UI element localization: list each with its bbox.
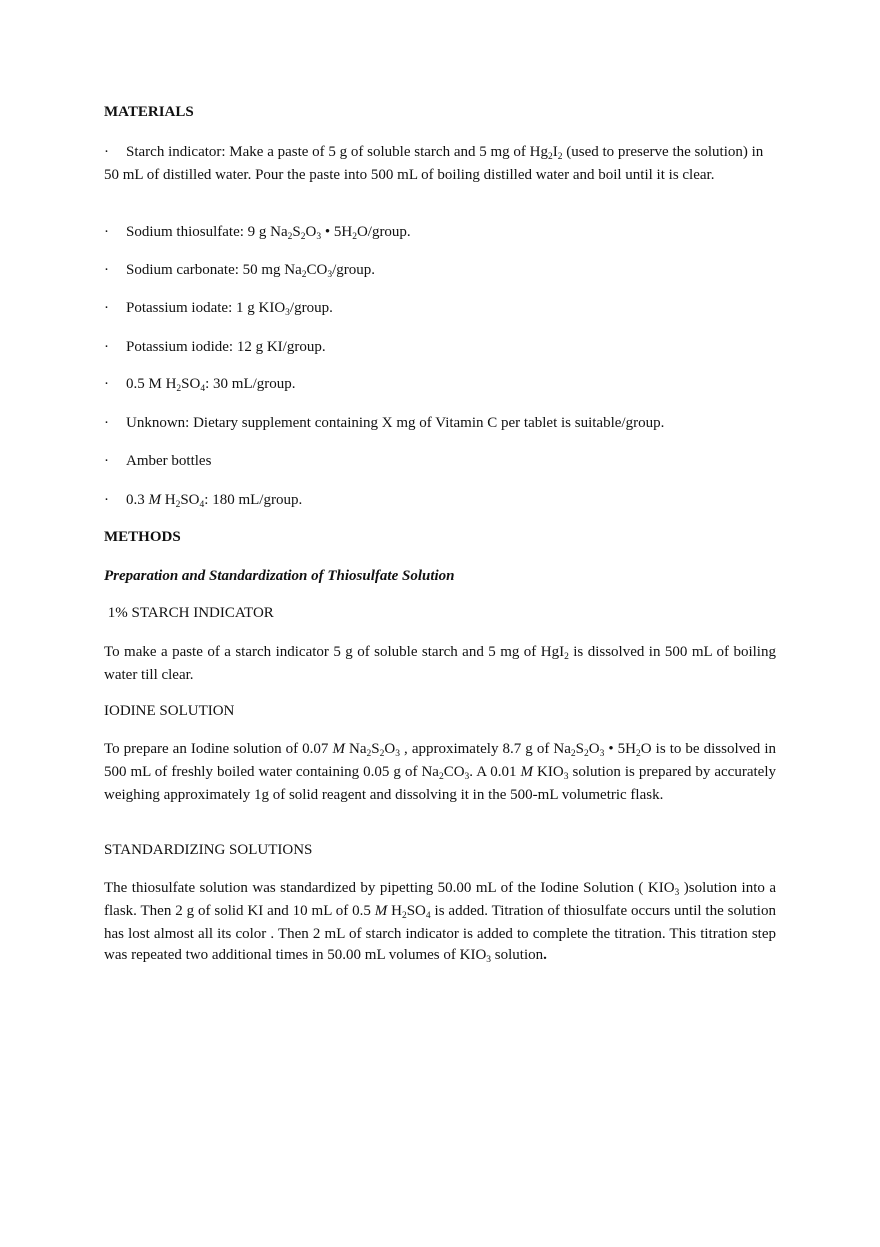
bullet-icon: ·	[104, 376, 109, 392]
bullet-icon: ·	[104, 262, 109, 278]
iodine-solution-paragraph: To prepare an Iodine solution of 0.07 M $Na_2S_2O_3$ , approximately 8.7 g of $Na_2S_2O_3$ • $5H_2O$ is to be dissolved in 500 mL of freshly boiled water containing 0.05 g of $Na_2CO_3$. A 0.01 M $KIO_3$ solution is prepared by accurately weighing approximately 1g of solid reagent and dissolving it in the 500-mL volumetric flask.	[104, 741, 777, 803]
bullet-icon: ·	[104, 492, 109, 508]
list-item-text: Potassium iodide: 12 g KI/group.	[126, 339, 326, 355]
bullet-icon: ·	[104, 339, 109, 355]
list-item-sulfuric-acid-05	[104, 374, 776, 397]
methods-heading: METHODS	[104, 529, 181, 545]
list-item-potassium-iodate	[104, 298, 776, 321]
materials-heading: MATERIALS	[104, 104, 194, 120]
list-item-sulfuric-acid-03	[104, 490, 776, 513]
bullet-icon: ·	[104, 453, 109, 469]
list-item-text: Sodium thiosulfate: 9 g $Na_2S_2O_3$ • $5H_2O$/group.	[126, 224, 411, 242]
standardizing-paragraph: The thiosulfate solution was standardized by pipetting 50.00 mL of the Iodine Solution ( $KIO_3$ )solution into a flask. Then 2 g of solid KI and 10 mL of 0.5 M $H_2SO_4$ is added. Titration of thiosulfate occurs until the solution has lost almost all its color . Then 2 mL of starch indicator is added to complete the titration. This titration step was repeated two additional times in 50.00 mL volumes of $KIO_3$ solution.	[104, 880, 776, 965]
list-item-text: Unknown: Dietary supplement containing X mg of Vitamin C per tablet is suitable/group.	[126, 415, 665, 431]
list-item-starch-indicator	[104, 142, 776, 186]
list-item-amber-bottles	[104, 451, 776, 472]
list-item-text: Amber bottles	[126, 453, 212, 469]
list-item-text: Potassium iodate: 1 g $KIO_3$/group.	[126, 300, 333, 318]
standardizing-solutions-heading: STANDARDIZING SOLUTIONS	[104, 842, 313, 858]
bullet-icon: ·	[104, 224, 109, 240]
list-item-unknown	[104, 413, 776, 434]
list-item-sodium-carbonate	[104, 260, 776, 283]
list-item-text: 0.3 M $H_2SO_4$: 180 mL/group.	[126, 492, 303, 510]
list-item-sodium-thiosulfate	[104, 222, 776, 245]
starch-indicator-paragraph: To make a paste of a starch indicator 5 g of soluble starch and 5 mg of HgI$_2$ is dissolved in 500 mL of boiling water till clear.	[104, 644, 776, 683]
preparation-subheading: Preparation and Standardization of Thiosulfate Solution	[104, 568, 455, 584]
bullet-icon: ·	[104, 144, 109, 160]
iodine-solution-heading: IODINE SOLUTION	[104, 703, 235, 719]
list-item-text: 0.5 M $H_2SO_4$: 30 mL/group.	[126, 376, 296, 394]
bullet-icon: ·	[104, 300, 109, 316]
bullet-icon: ·	[104, 415, 109, 431]
list-item-text: Sodium carbonate: 50 mg $Na_2CO_3$/group.	[126, 262, 376, 280]
starch-indicator-heading: 1% STARCH INDICATOR	[104, 605, 274, 621]
list-item-potassium-iodide	[104, 337, 776, 358]
list-item-text: Starch indicator: Make a paste of 5 g of soluble starch and 5 mg of $Hg_2I_2$ (used to preserve the solution) in 50 mL of distilled water. Pour the paste into 500 mL of boiling distilled water and boil until it is clear.	[104, 144, 764, 183]
